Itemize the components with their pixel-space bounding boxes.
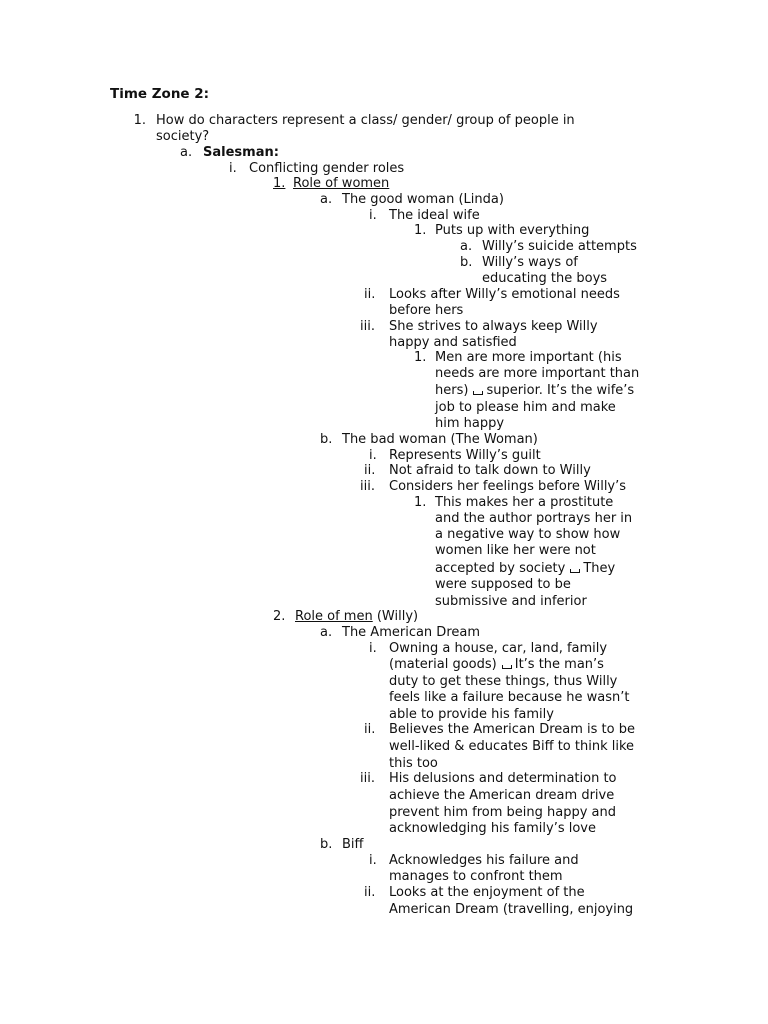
- list-item-text: him happy: [435, 416, 505, 431]
- list-item-text: needs are more important than: [435, 366, 640, 381]
- list-item-text: The bad woman (The Woman): [342, 432, 538, 447]
- list-item-text: Looks at the enjoyment of the: [389, 885, 585, 900]
- list-item-text: prevent him from being happy and: [389, 805, 616, 820]
- list-item-text: a negative way to show how: [435, 527, 621, 542]
- list-item-text: women like her were not: [435, 543, 596, 558]
- list-marker: ii.: [364, 463, 376, 478]
- list-item-text: The good woman (Linda): [342, 192, 504, 207]
- list-marker: 1.: [133, 113, 146, 128]
- list-item-text: Conflicting gender roles: [249, 161, 405, 176]
- list-item-text: Men are more important (his: [435, 350, 622, 365]
- arrow-icon: [473, 390, 483, 396]
- list-marker: iii.: [360, 319, 375, 334]
- list-item-text: Owning a house, car, land, family: [389, 641, 608, 656]
- list-marker: i.: [369, 208, 377, 223]
- list-item-text: [389, 657, 604, 673]
- list-item-text: She strives to always keep Willy: [389, 319, 598, 334]
- section-heading: Salesman:: [203, 145, 279, 160]
- list-item-text: this too: [389, 756, 438, 771]
- list-item-text: able to provide his family: [389, 707, 554, 722]
- list-marker: i.: [369, 641, 377, 656]
- list-marker: i.: [229, 161, 237, 176]
- text-fragment: (material goods): [389, 657, 497, 672]
- list-marker: 1.: [273, 176, 286, 191]
- list-item-text: Considers her feelings before Willy’s: [389, 479, 627, 494]
- list-marker: a.: [320, 625, 333, 640]
- list-marker: b.: [320, 837, 333, 852]
- list-marker: b.: [460, 255, 473, 270]
- list-item-text: achieve the American dream drive: [389, 788, 615, 803]
- list-item-text: This makes her a prostitute: [435, 495, 614, 510]
- list-marker: ii.: [364, 885, 376, 900]
- list-marker: a.: [460, 239, 473, 254]
- list-item-text: educating the boys: [482, 271, 608, 286]
- list-marker: a.: [180, 145, 193, 160]
- subsection-heading-suffix: (Willy): [372, 609, 419, 624]
- list-marker: 1.: [414, 350, 427, 365]
- subsection-heading-text: Role of men: [295, 609, 373, 624]
- list-item-text: duty to get these things, thus Willy: [389, 674, 618, 689]
- subsection-heading: [295, 609, 418, 625]
- list-item-text: happy and satisfied: [389, 335, 517, 350]
- arrow-icon: [502, 664, 512, 670]
- list-item-text: and the author portrays her in: [435, 511, 633, 526]
- list-marker: i.: [369, 853, 377, 868]
- list-marker: iii.: [360, 479, 375, 494]
- list-marker: a.: [320, 192, 333, 207]
- list-item-text: were supposed to be: [435, 577, 571, 592]
- list-item-text: Acknowledges his failure and: [389, 853, 579, 868]
- list-item-text: before hers: [389, 303, 464, 318]
- list-marker: ii.: [364, 287, 376, 302]
- list-marker: 2.: [273, 609, 286, 624]
- list-item-text: acknowledging his family’s love: [389, 821, 596, 836]
- list-item-text: Believes the American Dream is to be: [389, 722, 635, 737]
- page-title: Time Zone 2:: [110, 86, 210, 102]
- list-marker: 1.: [414, 495, 427, 510]
- text-fragment: hers): [435, 383, 469, 398]
- list-marker: b.: [320, 432, 333, 447]
- list-item-text: manages to confront them: [389, 869, 563, 884]
- list-item-text: His delusions and determination to: [389, 771, 617, 786]
- arrow-icon: [570, 568, 580, 574]
- text-fragment: superior. It’s the wife’s: [486, 383, 635, 398]
- list-item-text: Looks after Willy’s emotional needs: [389, 287, 620, 302]
- list-item-text: [435, 561, 615, 577]
- list-marker: iii.: [360, 771, 375, 786]
- question-line: society?: [156, 129, 210, 144]
- list-marker: 1.: [414, 223, 427, 238]
- list-item-text: job to please him and make: [435, 400, 616, 415]
- list-item-text: well-liked & educates Biff to think like: [389, 739, 635, 754]
- list-item-text: Willy’s suicide attempts: [482, 239, 637, 254]
- list-item-text: submissive and inferior: [435, 594, 587, 609]
- list-item-text: [435, 383, 634, 399]
- text-fragment: accepted by society: [435, 561, 566, 576]
- text-fragment: They: [583, 561, 616, 576]
- list-item-text: American Dream (travelling, enjoying: [389, 902, 634, 917]
- list-item-text: Puts up with everything: [435, 223, 590, 238]
- list-marker: i.: [369, 448, 377, 463]
- list-item-text: feels like a failure because he wasn’t: [389, 690, 630, 705]
- list-item-text: The ideal wife: [389, 208, 480, 223]
- list-item-text: Biff: [342, 837, 364, 852]
- question-line: How do characters represent a class/ gender/ group of people in: [156, 113, 575, 128]
- subsection-heading: Role of women: [293, 176, 390, 191]
- list-item-text: Represents Willy’s guilt: [389, 448, 541, 463]
- list-marker: ii.: [364, 722, 376, 737]
- list-item-text: Not afraid to talk down to Willy: [389, 463, 591, 478]
- list-item-text: The American Dream: [342, 625, 481, 640]
- list-item-text: Willy’s ways of: [482, 255, 578, 270]
- text-fragment: It’s the man’s: [514, 657, 604, 672]
